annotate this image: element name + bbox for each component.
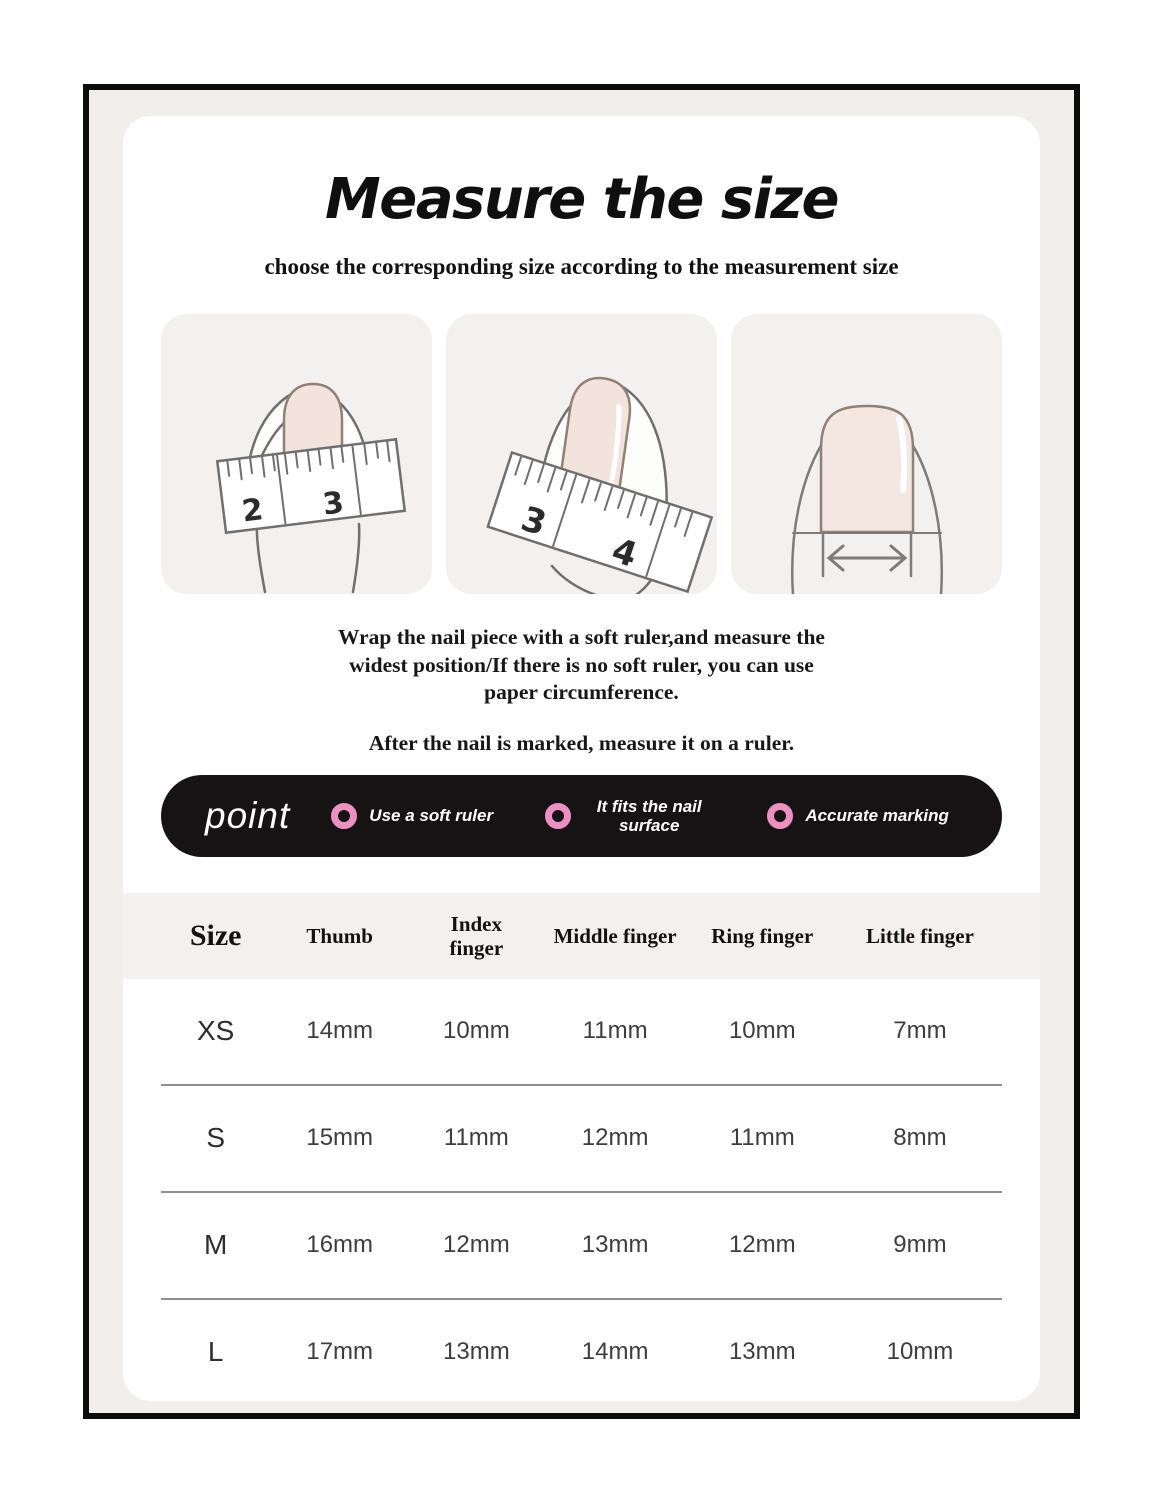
ring-icon xyxy=(331,803,357,829)
content-card xyxy=(123,116,1040,1401)
point-item-label: It fits the nail surface xyxy=(596,796,702,835)
size-table-header xyxy=(123,893,1040,979)
tape-number: 2 xyxy=(240,492,266,530)
point-item-fits-nail xyxy=(545,797,715,835)
column-header-middle-finger: Middle finger xyxy=(553,923,677,948)
ring-icon xyxy=(545,803,571,829)
instruction-line: Wrap the nail piece with a soft ruler,and measure the xyxy=(338,625,825,650)
cell-thumb: 17mm xyxy=(306,1338,374,1366)
point-item-accurate-marking xyxy=(767,803,949,829)
finger-tape-drawing-2 xyxy=(446,314,717,594)
finger-tape-illustration-2 xyxy=(446,314,717,594)
point-item-label: Use a soft ruler xyxy=(369,806,494,826)
table-row-l xyxy=(161,1300,1002,1401)
tape-number: 3 xyxy=(320,485,346,523)
finger-side-right xyxy=(353,524,359,592)
cell-little: 7mm xyxy=(893,1017,947,1045)
size-table-body xyxy=(161,979,1002,1401)
cell-ring: 11mm xyxy=(729,1124,795,1152)
nail-width-drawing xyxy=(731,314,1002,594)
cell-thumb: 15mm xyxy=(306,1124,374,1152)
point-label: point xyxy=(205,794,291,836)
cell-index: 11mm xyxy=(443,1124,509,1152)
cell-size: S xyxy=(206,1122,225,1154)
page-subtitle: choose the corresponding size according to the measurement size xyxy=(264,254,899,279)
cell-little: 10mm xyxy=(886,1338,954,1366)
finger-tape-drawing-1 xyxy=(161,314,432,594)
cell-size: XS xyxy=(196,1015,235,1047)
table-row-m xyxy=(161,1193,1002,1298)
column-header-little-finger: Little finger xyxy=(866,923,974,948)
measuring-tape xyxy=(217,440,405,535)
cell-index: 13mm xyxy=(443,1338,510,1366)
cell-ring: 10mm xyxy=(728,1017,796,1045)
cell-index: 10mm xyxy=(443,1017,510,1045)
page-title: Measure the size xyxy=(324,167,838,232)
column-header-ring-finger: Ring finger xyxy=(711,923,814,948)
point-item-soft-ruler xyxy=(331,803,493,829)
cell-middle: 13mm xyxy=(581,1231,649,1259)
column-header-index-finger: Index finger xyxy=(449,911,504,960)
illustration-row xyxy=(161,314,1002,594)
nail-width-illustration xyxy=(731,314,1002,594)
cell-thumb: 16mm xyxy=(306,1231,374,1259)
point-banner xyxy=(161,775,1002,857)
instruction-line: widest position/If there is no soft ruler, you can use xyxy=(349,652,814,677)
instruction-mark-ruler: After the nail is marked, measure it on a ruler. xyxy=(368,730,795,755)
tape-number: 4 xyxy=(606,530,642,577)
outer-frame xyxy=(83,84,1080,1419)
ring-icon xyxy=(767,803,793,829)
cell-middle: 14mm xyxy=(581,1338,649,1366)
finger-side-left xyxy=(257,520,265,592)
width-arrow-icon xyxy=(829,546,905,570)
point-item-label: Accurate marking xyxy=(805,806,949,826)
cell-middle: 11mm xyxy=(582,1017,648,1045)
point-items xyxy=(308,797,972,835)
cell-little: 8mm xyxy=(893,1124,947,1152)
instruction-line: paper circumference. xyxy=(484,679,679,704)
column-header-size: Size xyxy=(189,918,242,952)
cell-middle: 12mm xyxy=(581,1124,649,1152)
column-header-thumb: Thumb xyxy=(306,923,373,948)
table-row-s xyxy=(161,1086,1002,1191)
finger-tape-illustration-1 xyxy=(161,314,432,594)
cell-little: 9mm xyxy=(893,1231,947,1259)
cell-thumb: 14mm xyxy=(306,1017,374,1045)
cell-size: M xyxy=(204,1229,228,1261)
instruction-wrap-ruler xyxy=(161,624,1002,705)
cell-size: L xyxy=(207,1336,224,1368)
cell-index: 12mm xyxy=(443,1231,510,1259)
cell-ring: 13mm xyxy=(728,1338,796,1366)
cell-ring: 12mm xyxy=(728,1231,796,1259)
table-row-xs xyxy=(161,979,1002,1084)
tape-number: 3 xyxy=(516,499,552,545)
finger-side-left xyxy=(552,566,596,594)
